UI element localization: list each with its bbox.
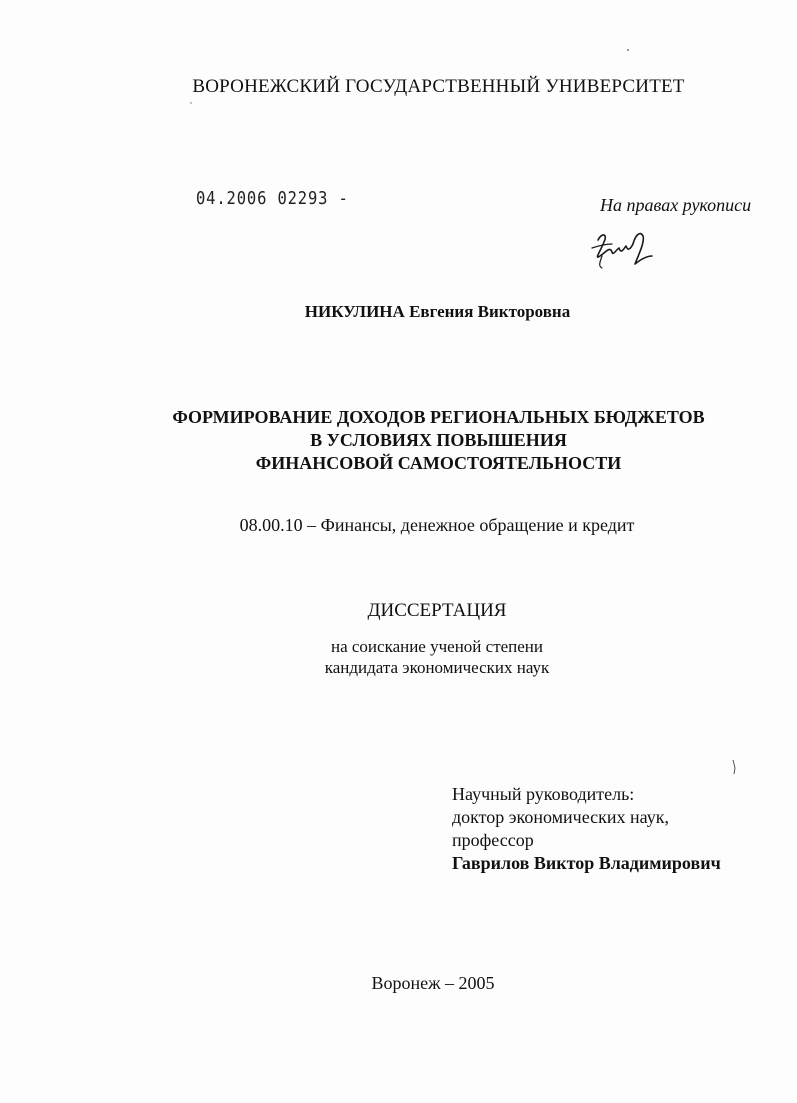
degree-line: кандидата экономических наук bbox=[324, 658, 550, 677]
university-name: ВОРОНЕЖСКИЙ ГОСУДАРСТВЕННЫЙ УНИВЕРСИТЕТ bbox=[192, 76, 685, 97]
author-given-names: Евгения Викторовна bbox=[409, 302, 571, 321]
title-line: ФИНАНСОВОЙ САМОСТОЯТЕЛЬНОСТИ bbox=[255, 453, 622, 473]
supervisor-rank: профессор bbox=[452, 830, 534, 850]
manuscript-rights-note: На правах рукописи bbox=[600, 195, 752, 215]
title-line: В УСЛОВИЯХ ПОВЫШЕНИЯ bbox=[310, 430, 567, 450]
specialty-code: 08.00.10 – Финансы, денежное обращение и кредит bbox=[239, 515, 635, 535]
supervisor-degree: доктор экономических наук, bbox=[452, 807, 669, 827]
author-name bbox=[0, 302, 797, 322]
author-surname: НИКУЛИНА bbox=[304, 302, 405, 321]
degree-purpose bbox=[0, 636, 797, 678]
supervisor-name: Гаврилов Виктор Владимирович bbox=[452, 853, 721, 873]
title-line: ФОРМИРОВАНИЕ ДОХОДОВ РЕГИОНАЛЬНЫХ БЮДЖЕТОВ bbox=[172, 407, 705, 427]
supervisor-block bbox=[452, 783, 721, 875]
supervisor-label: Научный руководитель: bbox=[452, 784, 635, 804]
city-and-year: Воронеж – 2005 bbox=[371, 973, 495, 993]
document-type: ДИССЕРТАЦИЯ bbox=[367, 600, 507, 621]
catalog-number-stamp: 04.2006 02293 - bbox=[196, 188, 349, 209]
degree-line: на соискание ученой степени bbox=[330, 637, 544, 656]
dissertation-title bbox=[0, 406, 797, 475]
author-signature bbox=[588, 226, 658, 274]
